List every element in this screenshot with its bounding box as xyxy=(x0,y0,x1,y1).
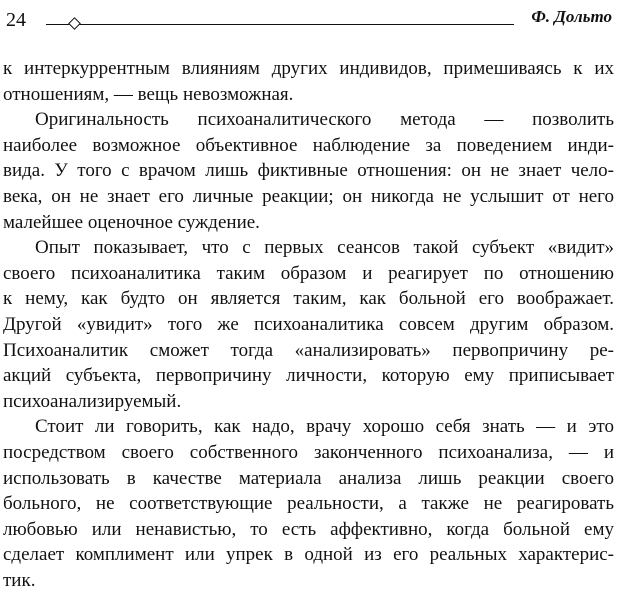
text-line: акций субъекта, первопричину личности, которую ему приписывает xyxy=(3,365,614,387)
paragraph xyxy=(3,414,614,593)
text-line: века, он не знает его личные реакции; он никогда не услышит от него xyxy=(3,185,614,207)
paragraph xyxy=(3,107,614,235)
text-line: своего психоаналитика таким образом и реагирует по отношению xyxy=(3,262,614,284)
text-line: вида. У того с врачом лишь фиктивные отношения: он не знает чело- xyxy=(3,160,614,182)
diamond-ornament-icon xyxy=(68,17,81,30)
text-line: психоанализируемый. xyxy=(3,390,182,412)
text-line: использовать в качестве материала анализа лишь реакции своего xyxy=(3,467,614,489)
text-line: Оригинальность психоаналитического метода — позволить xyxy=(35,109,614,131)
text-line: Психоаналитик сможет тогда «анализировать» первопричину ре- xyxy=(3,339,614,361)
text-line: отношениям, — вещь невозможная. xyxy=(3,83,294,105)
text-line: посредством своего собственного законченного психоанализа, — и xyxy=(3,441,614,463)
text-line: к интеркуррентным влияниям других индивидов, примешиваясь к их xyxy=(3,58,614,79)
running-head-author: Ф. Дольто xyxy=(531,7,612,26)
paragraph xyxy=(3,56,614,107)
text-line: сделает комплимент или упрек в одной из его реальных характерис- xyxy=(3,544,614,566)
text-line: Опыт показывает, что с первых сеансов такой субъект «видит» xyxy=(35,237,614,259)
text-line: к нему, как будто он является таким, как больной его воображает. xyxy=(3,288,614,310)
page-header xyxy=(6,6,612,36)
text-line: наиболее возможное объективное наблюдение за поведением инди- xyxy=(3,134,614,156)
text-line: любовью или ненавистью, то есть аффективно, когда больной ему xyxy=(3,518,614,540)
paragraph xyxy=(3,235,614,414)
page-number: 24 xyxy=(6,9,26,31)
text-line: малейшее оценочное суждение. xyxy=(3,211,260,233)
header-rule xyxy=(46,24,514,25)
text-line: больного, не соответствующие реальности, а также не реагировать xyxy=(3,493,614,515)
text-line: Другой «увидит» того же психоаналитика совсем другим образом. xyxy=(3,313,614,335)
text-line: Стоит ли говорить, как надо, врачу хорошо себя знать — и это xyxy=(35,416,614,438)
text-line: тик. xyxy=(3,569,36,591)
body-text xyxy=(3,56,614,593)
